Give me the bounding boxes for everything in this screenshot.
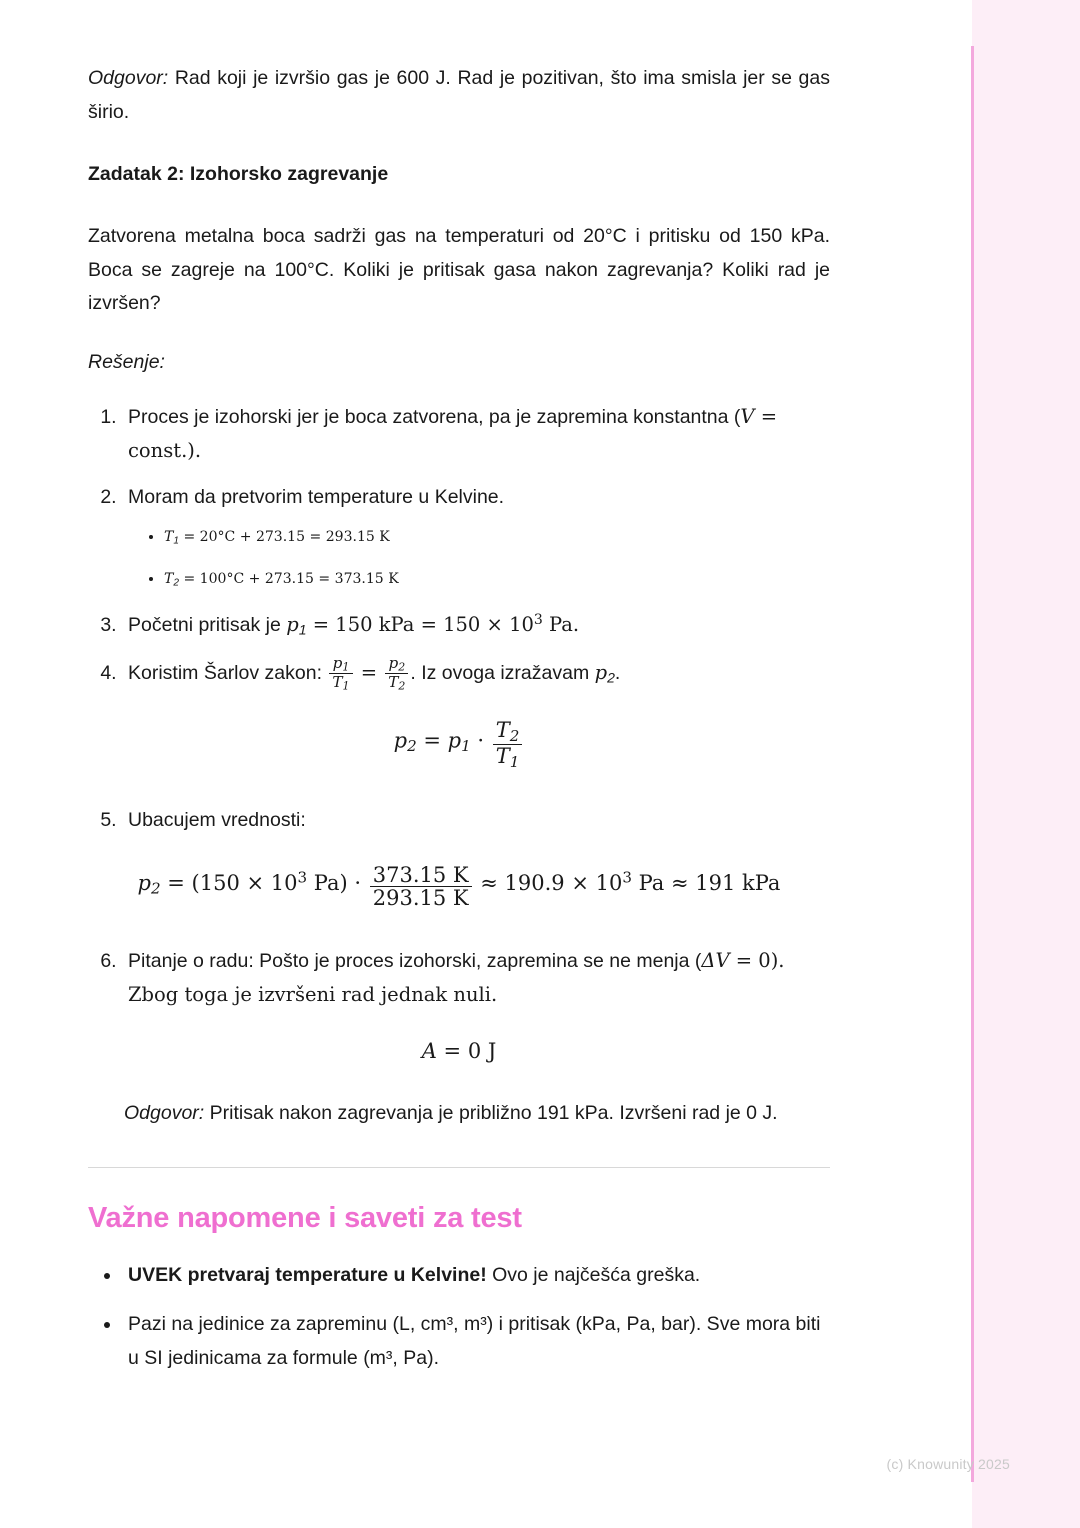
eq1-equals: = <box>416 728 448 753</box>
eq2-text-b: Pa) · <box>307 870 368 895</box>
note-1-bold: UVEK pretvaraj temperature u Kelvine! <box>128 1263 487 1286</box>
step-3-text-c: Pa. <box>542 613 580 637</box>
solution-label: Rešenje: <box>88 350 165 373</box>
watermark: (c) Knowunity 2025 <box>886 1456 1010 1472</box>
note-1-rest: Ovo je najčešća greška. <box>486 1263 701 1286</box>
fraction-p2-t2 <box>385 655 408 693</box>
step-2-text: Moram da pretvorim temperature u Kelvine. <box>128 485 505 508</box>
frac2-den-sub: 2 <box>398 680 406 694</box>
eq2-exp: 3 <box>297 867 308 886</box>
list-item <box>122 1308 830 1375</box>
frac2-den-var: T <box>388 673 399 692</box>
eq2-lhs-sub: 2 <box>150 879 161 898</box>
eq2-text-a: = (150 × 10 <box>160 870 298 895</box>
step-4-text-a: Koristim Šarlov zakon: <box>128 661 328 684</box>
step-6-delta-v: ΔV <box>701 948 730 972</box>
answer-paragraph-2 <box>124 1097 830 1131</box>
eq3-var-a: A <box>421 1039 437 1064</box>
eq2-fraction-kelvin <box>370 864 472 910</box>
step-1-text-b: = const.). <box>128 404 778 463</box>
solution-steps-list <box>88 400 830 693</box>
answer-label-1: Odgovor: <box>88 67 169 89</box>
eq1-frac-den-sub: 1 <box>509 752 520 771</box>
step-2-sublist <box>128 524 830 592</box>
t1-value: = 20°C + 273.15 = 293.15 K <box>178 529 390 546</box>
step-3-text-a: Početni pritisak je <box>128 614 287 637</box>
equation-charles-law <box>88 719 830 770</box>
step-3-exp: 3 <box>533 612 543 629</box>
step-3-sub: 1 <box>298 621 307 638</box>
document-content <box>88 62 830 1391</box>
frac2-num-var: p <box>388 653 399 672</box>
step-4-text-c: . <box>614 661 621 684</box>
section-divider <box>88 1167 830 1168</box>
eq2-lhs-var: p <box>137 870 151 895</box>
equation-work-zero <box>88 1039 830 1063</box>
eq1-frac-den-var: T <box>495 743 510 768</box>
eq2-frac-num: 373.15 K <box>370 864 472 888</box>
step-2-bullet-1 <box>164 524 830 550</box>
t1-var: T <box>164 529 174 546</box>
solution-steps-list-3 <box>88 944 830 1013</box>
step-2-bullet-2 <box>164 566 830 592</box>
t2-var: T <box>164 571 174 588</box>
frac1-den-var: T <box>332 673 343 692</box>
eq1-dot: · <box>470 728 491 753</box>
eq1-rhs-var: p <box>447 728 462 753</box>
frac1-num-var: p <box>332 653 343 672</box>
answer-paragraph-1 <box>88 62 830 129</box>
answer-label-2: Odgovor: <box>124 1102 205 1125</box>
step-2 <box>122 481 830 592</box>
notes-list <box>88 1259 830 1376</box>
step-4-p2-sub: 2 <box>607 669 615 686</box>
eq1-frac-num-var: T <box>495 717 510 742</box>
step-5-text: Ubacujem vrednosti: <box>128 809 306 832</box>
eq2-tail-b: Pa ≈ 191 kPa <box>631 870 781 895</box>
step-1 <box>122 400 830 469</box>
eq2-frac-den: 293.15 K <box>372 886 469 911</box>
list-item <box>122 1259 830 1293</box>
t1-sub: 1 <box>173 535 179 547</box>
equation-pressure-values <box>88 864 830 910</box>
eq1-lhs-sub: 2 <box>407 737 417 755</box>
frac1-den-sub: 1 <box>342 680 350 694</box>
right-margin-accent-line <box>971 46 974 1482</box>
eq3-rest: = 0 J <box>436 1039 497 1064</box>
step-4-text-b: . Iz ovoga izražavam <box>410 661 595 684</box>
answer-text-2: Pritisak nakon zagrevanja je približno 191 kPa. Izvršeni rad je 0 J. <box>204 1102 778 1125</box>
fraction-p1-t1 <box>329 655 352 693</box>
answer-text-1: Rad koji je izvršio gas je 600 J. Rad je pozitivan, što ima smisla jer se gas širio. <box>88 67 830 123</box>
frac1-num-sub: 1 <box>342 660 350 674</box>
note-2-rest: Pazi na jedinice za zapreminu (L, cm³, m³) i pritisak (kPa, Pa, bar). Sve mora biti u SI jedinicama za formule (m³, Pa). <box>128 1313 821 1369</box>
t2-sub: 2 <box>173 577 179 589</box>
task-2-statement: Zatvorena metalna boca sadrži gas na temperaturi od 20°C i pritisku od 150 kPa. Boca se zagreje na 100°C. Koliki je pritisak gasa nakon zagrevanja? Koliki rad je izvršen? <box>88 225 830 315</box>
step-6-text-a: Pitanje o radu: Pošto je proces izohorski, zapremina se ne menja ( <box>128 949 702 972</box>
eq1-rhs-sub: 1 <box>461 737 471 755</box>
step-3 <box>122 608 830 643</box>
t2-value: = 100°C + 273.15 = 373.15 K <box>178 571 399 588</box>
solution-steps-list-2 <box>88 804 830 838</box>
step-1-var-v: V <box>740 404 755 428</box>
step-3-text-b: = 150 kPa = 150 × 10 <box>306 613 534 637</box>
frac2-num-sub: 2 <box>398 660 406 674</box>
step-4-equals: = <box>354 660 384 684</box>
step-4 <box>122 655 830 693</box>
task-2-heading: Zadatak 2: Izohorsko zagrevanje <box>88 163 389 186</box>
right-margin-strip <box>972 0 1080 1528</box>
eq2-tail-exp: 3 <box>622 867 632 886</box>
step-1-text-a: Proces je izohorski jer je boca zatvorena, pa je zapremina konstantna ( <box>128 405 741 428</box>
eq1-frac-num-sub: 2 <box>509 726 520 745</box>
eq1-lhs-var: p <box>393 728 408 753</box>
step-3-var-p: p <box>286 613 299 637</box>
eq1-fraction-t2-t1 <box>493 719 523 770</box>
step-6-text-b: = 0). Zbog toga je izvršeni rad jednak nuli. <box>128 948 785 1007</box>
step-5 <box>122 804 830 838</box>
eq2-tail-a: ≈ 190.9 × 10 <box>473 870 623 895</box>
step-4-p2-var: p <box>594 660 608 684</box>
step-6 <box>122 944 830 1013</box>
notes-section-title: Važne napomene i saveti za test <box>88 1201 522 1234</box>
